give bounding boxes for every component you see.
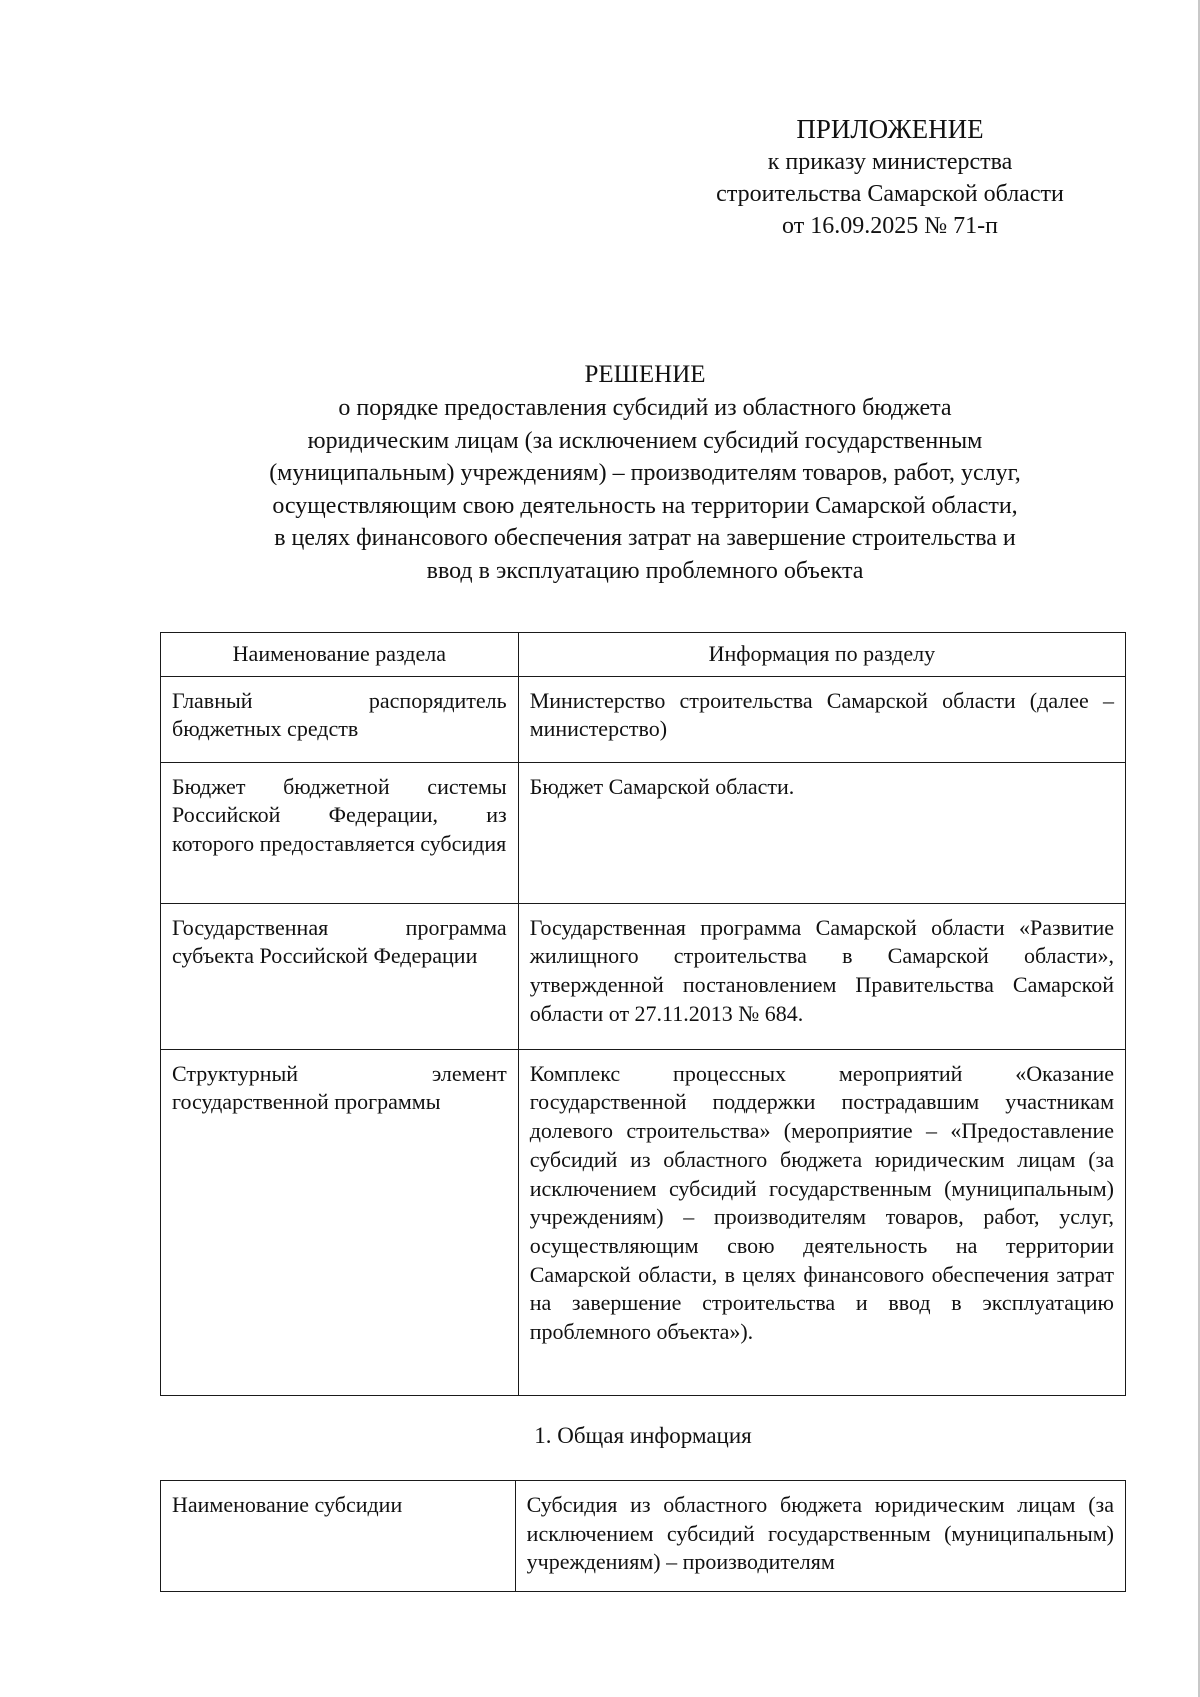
decision-subtitle-line: осуществляющим свою деятельность на территории Самарской области, bbox=[272, 492, 1018, 519]
row-label: Государственная программа субъекта Российской Федерации bbox=[161, 903, 519, 1049]
table-header-row bbox=[161, 633, 1126, 677]
row-value: Министерство строительства Самарской области (далее – министерство) bbox=[518, 676, 1125, 762]
decision-subtitle-line: в целях финансового обеспечения затрат на завершение строительства и bbox=[274, 525, 1016, 551]
row-label: Наименование субсидии bbox=[161, 1481, 516, 1592]
decision-subtitle-line: ввод в эксплуатацию проблемного объекта bbox=[426, 557, 864, 584]
decision-title: РЕШЕНИЕ bbox=[584, 361, 706, 388]
decision-subtitle-line: юридическим лицам (за исключением субсидий государственным bbox=[307, 427, 983, 454]
appendix-title: ПРИЛОЖЕНИЕ bbox=[796, 114, 984, 144]
appendix-header bbox=[640, 112, 1140, 242]
appendix-order-number: от 16.09.2025 № 71-п bbox=[782, 213, 998, 239]
appendix-line: строительства Самарской области bbox=[716, 181, 1064, 207]
row-value: Комплекс процессных мероприятий «Оказание государственной поддержки пострадавшим участникам долевого строительства» (мероприятие – «Предоставление субсидий из областного бюджета юридическим лицам (за исключением субсидий государственным (муниципальным) учреждениям) – производителям товаров, работ, услуг, осуществляющим свою деятельность на территории Самарской области, в целях финансового обеспечения затрат на завершение строительства и ввод в эксплуатацию проблемного объекта»). bbox=[518, 1049, 1125, 1395]
row-label: Главный распорядитель бюджетных средств bbox=[161, 676, 519, 762]
decision-subtitle-line: о порядке предоставления субсидий из областного бюджета bbox=[338, 395, 952, 421]
row-value: Бюджет Самарской области. bbox=[518, 762, 1125, 903]
general-info-table bbox=[160, 1480, 1126, 1592]
row-label: Бюджет бюджетной системы Российской Федерации, из которого предоставляется субсидия bbox=[161, 762, 519, 903]
decision-subtitle-line: (муниципальным) учреждениям) – производителям товаров, работ, услуг, bbox=[269, 460, 1021, 486]
info-table bbox=[160, 632, 1126, 1396]
header-cell-section-info: Информация по разделу bbox=[518, 633, 1125, 677]
table-row bbox=[161, 1049, 1126, 1395]
appendix-line: к приказу министерства bbox=[767, 149, 1013, 175]
section-heading: 1. Общая информация bbox=[534, 1423, 752, 1448]
table-row bbox=[161, 762, 1126, 903]
table-row bbox=[161, 1481, 1126, 1592]
row-value-cell bbox=[515, 1481, 1125, 1592]
row-value: Государственная программа Самарской области «Развитие жилищного строительства в Самарской области», утвержденной постановлением Правительства Самарской области от 27.11.2013 № 684. bbox=[518, 903, 1125, 1049]
row-label: Структурный элемент государственной программы bbox=[161, 1049, 519, 1395]
table-row bbox=[161, 676, 1126, 762]
decision-heading bbox=[150, 358, 1140, 587]
table-row bbox=[161, 903, 1126, 1049]
row-value: Субсидия из областного бюджета юридическим лицам (за исключением субсидий государственным (муниципальным) учреждениям) – производителям bbox=[526, 1492, 1114, 1575]
header-cell-section-name: Наименование раздела bbox=[161, 633, 519, 677]
